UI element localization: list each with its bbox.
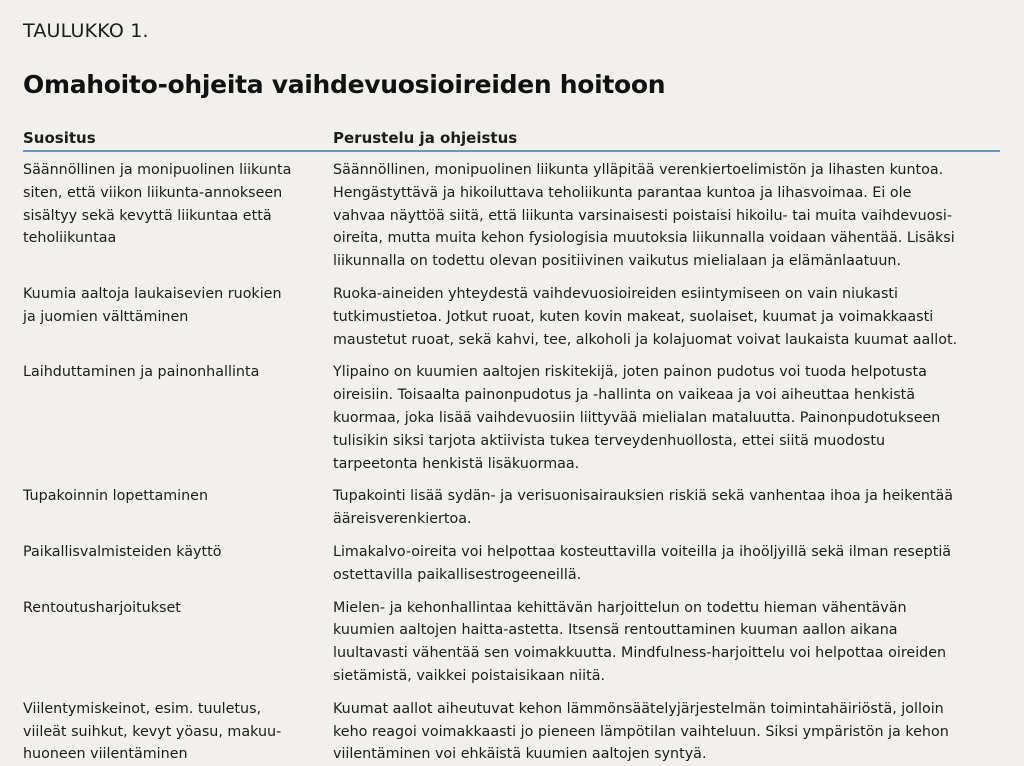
recommendation-cell: Rentoutusharjoitukset xyxy=(23,599,181,616)
rationale-cell: Mielen- ja kehonhallintaa kehittävän harjoittelun on todettu hieman vähentävän kuumien aaltojen haitta-astetta. Itsensä rentouttaminen kuuman aallon aikana luultavasti vähentää sen voimakkuutta. Mindfulness-harjoittelu voi helpottaa oireiden sietämistä, vaikkei poistaisikaan niitä. xyxy=(333,599,947,684)
column-header-suositus: Suositus xyxy=(23,129,96,147)
recommendation-cell: Laihduttaminen ja painonhallinta xyxy=(23,364,260,381)
table-title: Omahoito-ohjeita vaihdevuosioireiden hoitoon xyxy=(23,70,666,99)
table-body xyxy=(23,159,1000,766)
recommendation-cell: Viilentymiskeinot, esim. tuuletus, viileät suihkut, kevyt yöasu, makuu- huoneen viilentäminen xyxy=(23,700,282,763)
rationale-cell: Ylipaino on kuumien aaltojen riskitekijä, joten painon pudotus voi tuoda helpotusta oireisiin. Toisaalta painonpudotus ja -hallinta on vaikeaa ja voi aiheuttaa henkistä kuormaa, joka lisää vaihdevuosiin liittyvää mielialan mataluutta. Painonpudotukseen tulisikin siksi tarjota aktiivista tukea terveydenhuollosta, ettei siitä muodostu tarpeetonta henkistä lisäkuormaa. xyxy=(333,364,941,472)
recommendation-cell: Tupakoinnin lopettaminen xyxy=(23,488,209,505)
recommendation-cell: Säännöllinen ja monipuolinen liikunta siten, että viikon liikunta-annokseen sisältyy sekä kevyttä liikuntaa että teholiikuntaa xyxy=(23,162,292,247)
rationale-cell: Ruoka-aineiden yhteydestä vaihdevuosioireiden esiintymiseen on vain niukasti tutkimustietoa. Jotkut ruoat, kuten kovin makeat, suolaiset, kuumat ja voimakkaasti maustetut ruoat, sekä kahvi, tee, alkoholi ja kolajuomat voivat laukaista kuumat aallot. xyxy=(333,285,958,348)
table-row xyxy=(23,597,1000,688)
rationale-cell: Kuumat aallot aiheutuvat kehon lämmönsäätelyjärjestelmän toimintahäiriöstä, jolloin keho reagoi voimakkaasti jo pieneen lämpötilan vaihteluun. Siksi ympäristön ja kehon viilentäminen voi ehkäistä kuumien aaltojen syntyä. xyxy=(333,700,949,763)
table-label: TAULUKKO 1. xyxy=(23,20,149,42)
recommendation-cell: Kuumia aaltoja laukaisevien ruokien ja juomien välttäminen xyxy=(23,285,282,325)
table-row xyxy=(23,283,1000,351)
table-row xyxy=(23,159,1000,273)
rationale-cell: Tupakointi lisää sydän- ja verisuonisairauksien riskiä sekä vanhentaa ihoa ja heikentää ääreisverenkiertoa. xyxy=(333,488,954,528)
table-header xyxy=(23,128,1000,152)
column-header-perustelu: Perustelu ja ohjeistus xyxy=(333,129,518,147)
recommendations-table xyxy=(23,128,1000,766)
table-row xyxy=(23,698,1000,766)
table-row xyxy=(23,541,1000,587)
recommendation-cell: Paikallisvalmisteiden käyttö xyxy=(23,543,222,560)
rationale-cell: Säännöllinen, monipuolinen liikunta ylläpitää verenkiertoelimistön ja lihasten kuntoa. Hengästyttävä ja hikoiluttava teholiikunta parantaa kuntoa ja lihasvoimaa. Ei ole vahvaa näyttöä siitä, että liikunta varsinaisesti poistaisi hikoilu- tai muita vaihdevuosi- oireita, mutta muita kehon fysiologisia muutoksia liikunnalla voidaan vähentää. Lisäksi liikunnalla on todettu olevan positiivinen vaikutus mielialaan ja elämänlaatuun. xyxy=(333,162,955,270)
table-row xyxy=(23,361,1000,475)
table-row xyxy=(23,485,1000,531)
rationale-cell: Limakalvo-oireita voi helpottaa kosteuttavilla voiteilla ja ihoöljyillä sekä ilman reseptiä ostettavilla paikallisestrogeeneillä. xyxy=(333,543,952,583)
